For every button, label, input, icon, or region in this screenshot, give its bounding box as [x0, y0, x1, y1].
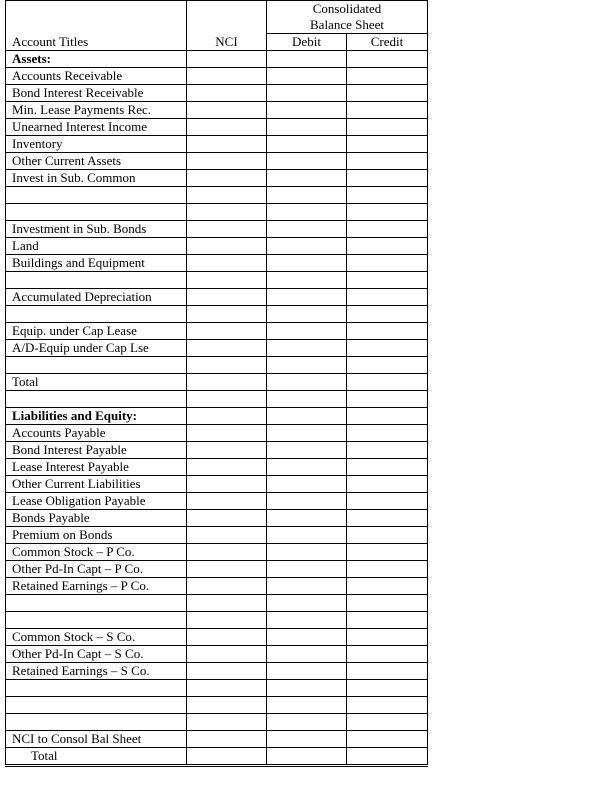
header-row-1: [6, 1, 428, 18]
nci-cell[interactable]: [187, 425, 267, 442]
table-row: [6, 578, 428, 595]
table-row: [6, 272, 428, 289]
credit-cell[interactable]: [347, 374, 428, 391]
credit-cell[interactable]: [347, 272, 428, 289]
debit-cell[interactable]: [267, 544, 347, 561]
credit-cell[interactable]: [347, 646, 428, 663]
account-title-cell: Assets:: [6, 51, 187, 68]
table-row: [6, 255, 428, 272]
debit-cell[interactable]: [267, 51, 347, 68]
nci-cell[interactable]: [187, 459, 267, 476]
account-title-cell: Unearned Interest Income: [6, 119, 187, 136]
debit-cell[interactable]: [267, 255, 347, 272]
credit-cell[interactable]: [347, 119, 428, 136]
account-title-cell: [6, 204, 187, 221]
table-row: [6, 187, 428, 204]
debit-cell[interactable]: [267, 476, 347, 493]
nci-cell[interactable]: [187, 255, 267, 272]
debit-cell[interactable]: [267, 646, 347, 663]
credit-cell[interactable]: [347, 357, 428, 374]
table-row: [6, 102, 428, 119]
nci-cell[interactable]: [187, 510, 267, 527]
account-title-cell: [6, 306, 187, 323]
account-title-cell: [6, 272, 187, 289]
nci-cell[interactable]: [187, 289, 267, 306]
account-title-cell: Other Current Liabilities: [6, 476, 187, 493]
credit-cell[interactable]: [347, 748, 428, 766]
nci-cell[interactable]: [187, 561, 267, 578]
table-row: [6, 663, 428, 680]
table-row: [6, 646, 428, 663]
debit-cell[interactable]: [267, 663, 347, 680]
debit-cell[interactable]: [267, 238, 347, 255]
table-row: [6, 323, 428, 340]
account-title-cell: Invest in Sub. Common: [6, 170, 187, 187]
credit-cell[interactable]: [347, 51, 428, 68]
credit-cell[interactable]: [347, 425, 428, 442]
header-blank-nci-2: [187, 17, 267, 34]
debit-header: Debit: [267, 34, 347, 51]
credit-cell[interactable]: [347, 595, 428, 612]
debit-cell[interactable]: [267, 136, 347, 153]
debit-cell[interactable]: [267, 153, 347, 170]
table-row: [6, 119, 428, 136]
debit-cell[interactable]: [267, 408, 347, 425]
table-row: [6, 289, 428, 306]
account-title-cell: Investment in Sub. Bonds: [6, 221, 187, 238]
account-title-cell: [6, 697, 187, 714]
balance-sheet-label: Balance Sheet: [267, 17, 428, 34]
debit-cell[interactable]: [267, 714, 347, 731]
debit-cell[interactable]: [267, 85, 347, 102]
debit-cell[interactable]: [267, 119, 347, 136]
debit-cell[interactable]: [267, 459, 347, 476]
consolidated-label: Consolidated: [267, 1, 428, 18]
nci-cell[interactable]: [187, 612, 267, 629]
table-row: [6, 306, 428, 323]
account-title-cell: Land: [6, 238, 187, 255]
debit-cell[interactable]: [267, 697, 347, 714]
credit-cell[interactable]: [347, 306, 428, 323]
nci-cell[interactable]: [187, 306, 267, 323]
debit-cell[interactable]: [267, 289, 347, 306]
account-title-cell: Other Pd-In Capt – P Co.: [6, 561, 187, 578]
nci-cell[interactable]: [187, 323, 267, 340]
debit-cell[interactable]: [267, 374, 347, 391]
account-title-cell: [6, 595, 187, 612]
account-title-cell: Premium on Bonds: [6, 527, 187, 544]
table-row: [6, 544, 428, 561]
debit-cell[interactable]: [267, 510, 347, 527]
nci-cell[interactable]: [187, 272, 267, 289]
table-row: [6, 136, 428, 153]
nci-cell[interactable]: [187, 119, 267, 136]
table-row: [6, 221, 428, 238]
nci-cell[interactable]: [187, 374, 267, 391]
account-title-cell: [6, 680, 187, 697]
table-row: [6, 442, 428, 459]
account-title-cell: Accumulated Depreciation: [6, 289, 187, 306]
credit-cell[interactable]: [347, 153, 428, 170]
table-row: [6, 357, 428, 374]
credit-cell[interactable]: [347, 629, 428, 646]
credit-cell[interactable]: [347, 544, 428, 561]
credit-cell[interactable]: [347, 680, 428, 697]
table-row: [6, 714, 428, 731]
table-row: [6, 731, 428, 748]
table-row: [6, 391, 428, 408]
account-title-cell: [6, 357, 187, 374]
nci-cell[interactable]: [187, 136, 267, 153]
credit-cell[interactable]: [347, 85, 428, 102]
credit-cell[interactable]: [347, 476, 428, 493]
account-title-cell: Lease Interest Payable: [6, 459, 187, 476]
debit-cell[interactable]: [267, 425, 347, 442]
nci-cell[interactable]: [187, 493, 267, 510]
table-row: [6, 748, 428, 766]
table-row: [6, 680, 428, 697]
credit-cell[interactable]: [347, 323, 428, 340]
account-title-cell: Lease Obligation Payable: [6, 493, 187, 510]
credit-cell[interactable]: [347, 255, 428, 272]
table-row: [6, 425, 428, 442]
nci-cell[interactable]: [187, 731, 267, 748]
account-title-cell: Accounts Receivable: [6, 68, 187, 85]
nci-cell[interactable]: [187, 204, 267, 221]
nci-cell[interactable]: [187, 68, 267, 85]
table-row: [6, 612, 428, 629]
table-row: [6, 493, 428, 510]
nci-cell[interactable]: [187, 578, 267, 595]
credit-header: Credit: [347, 34, 428, 51]
account-title-cell: [6, 187, 187, 204]
table-row: [6, 408, 428, 425]
debit-cell[interactable]: [267, 272, 347, 289]
table-row: [6, 510, 428, 527]
credit-cell[interactable]: [347, 187, 428, 204]
table-row: [6, 68, 428, 85]
table-row: [6, 51, 428, 68]
nci-cell[interactable]: [187, 697, 267, 714]
credit-cell[interactable]: [347, 459, 428, 476]
nci-cell[interactable]: [187, 595, 267, 612]
debit-cell[interactable]: [267, 527, 347, 544]
credit-cell[interactable]: [347, 204, 428, 221]
debit-cell[interactable]: [267, 680, 347, 697]
credit-cell[interactable]: [347, 340, 428, 357]
debit-cell[interactable]: [267, 170, 347, 187]
account-title-cell: Common Stock – P Co.: [6, 544, 187, 561]
debit-cell[interactable]: [267, 391, 347, 408]
credit-cell[interactable]: [347, 442, 428, 459]
debit-cell[interactable]: [267, 612, 347, 629]
table-row: [6, 561, 428, 578]
nci-cell[interactable]: [187, 51, 267, 68]
account-title-cell: [6, 612, 187, 629]
table-row: [6, 340, 428, 357]
credit-cell[interactable]: [347, 102, 428, 119]
credit-cell[interactable]: [347, 289, 428, 306]
table-row: [6, 595, 428, 612]
account-title-cell: Common Stock – S Co.: [6, 629, 187, 646]
debit-cell[interactable]: [267, 357, 347, 374]
table-row: [6, 697, 428, 714]
nci-cell[interactable]: [187, 714, 267, 731]
debit-cell[interactable]: [267, 595, 347, 612]
table-row: [6, 170, 428, 187]
credit-cell[interactable]: [347, 731, 428, 748]
account-title-cell: [6, 714, 187, 731]
credit-cell[interactable]: [347, 527, 428, 544]
credit-cell[interactable]: [347, 408, 428, 425]
table-row: [6, 238, 428, 255]
account-title-cell: Retained Earnings – S Co.: [6, 663, 187, 680]
debit-cell[interactable]: [267, 561, 347, 578]
header-blank-nci: [187, 1, 267, 18]
account-title-cell: Bond Interest Payable: [6, 442, 187, 459]
credit-cell[interactable]: [347, 612, 428, 629]
nci-cell[interactable]: [187, 476, 267, 493]
table-row: [6, 527, 428, 544]
account-title-cell: Bond Interest Receivable: [6, 85, 187, 102]
account-title-cell: Other Current Assets: [6, 153, 187, 170]
nci-cell[interactable]: [187, 187, 267, 204]
table-row: [6, 459, 428, 476]
credit-cell[interactable]: [347, 391, 428, 408]
account-title-cell: Bonds Payable: [6, 510, 187, 527]
debit-cell[interactable]: [267, 629, 347, 646]
nci-cell[interactable]: [187, 391, 267, 408]
account-title-cell: Accounts Payable: [6, 425, 187, 442]
nci-header: NCI: [187, 34, 267, 51]
header-blank-titles-2: [6, 17, 187, 34]
credit-cell[interactable]: [347, 136, 428, 153]
debit-cell[interactable]: [267, 493, 347, 510]
table-row: [6, 629, 428, 646]
nci-cell[interactable]: [187, 102, 267, 119]
header-row-2: [6, 17, 428, 34]
debit-cell[interactable]: [267, 748, 347, 766]
nci-cell[interactable]: [187, 357, 267, 374]
credit-cell[interactable]: [347, 68, 428, 85]
debit-cell[interactable]: [267, 442, 347, 459]
debit-cell[interactable]: [267, 221, 347, 238]
nci-cell[interactable]: [187, 646, 267, 663]
nci-cell[interactable]: [187, 442, 267, 459]
debit-cell[interactable]: [267, 340, 347, 357]
debit-cell[interactable]: [267, 68, 347, 85]
header-row-3: [6, 34, 428, 51]
account-titles-header: Account Titles: [6, 34, 187, 51]
nci-cell[interactable]: [187, 221, 267, 238]
debit-cell[interactable]: [267, 306, 347, 323]
nci-cell[interactable]: [187, 544, 267, 561]
nci-cell[interactable]: [187, 748, 267, 766]
debit-cell[interactable]: [267, 323, 347, 340]
nci-cell[interactable]: [187, 170, 267, 187]
account-title-cell: Liabilities and Equity:: [6, 408, 187, 425]
nci-cell[interactable]: [187, 663, 267, 680]
table-row: [6, 476, 428, 493]
table-row: [6, 153, 428, 170]
account-title-cell: Total: [6, 374, 187, 391]
header-blank-titles: [6, 1, 187, 18]
credit-cell[interactable]: [347, 221, 428, 238]
account-title-cell: Retained Earnings – P Co.: [6, 578, 187, 595]
nci-cell[interactable]: [187, 238, 267, 255]
table-row: [6, 374, 428, 391]
credit-cell[interactable]: [347, 578, 428, 595]
nci-cell[interactable]: [187, 85, 267, 102]
account-title-cell: Min. Lease Payments Rec.: [6, 102, 187, 119]
debit-cell[interactable]: [267, 187, 347, 204]
nci-cell[interactable]: [187, 680, 267, 697]
account-title-cell: Inventory: [6, 136, 187, 153]
credit-cell[interactable]: [347, 493, 428, 510]
worksheet-table: [5, 0, 428, 767]
credit-cell[interactable]: [347, 170, 428, 187]
credit-cell[interactable]: [347, 510, 428, 527]
consolidated-worksheet: [5, 0, 427, 767]
credit-cell[interactable]: [347, 663, 428, 680]
credit-cell[interactable]: [347, 714, 428, 731]
account-title-cell: Equip. under Cap Lease: [6, 323, 187, 340]
account-title-cell: Total: [6, 748, 187, 766]
table-row: [6, 85, 428, 102]
account-title-cell: A/D-Equip under Cap Lse: [6, 340, 187, 357]
debit-cell[interactable]: [267, 204, 347, 221]
nci-cell[interactable]: [187, 340, 267, 357]
table-row: [6, 204, 428, 221]
nci-cell[interactable]: [187, 153, 267, 170]
account-title-cell: Other Pd-In Capt – S Co.: [6, 646, 187, 663]
account-title-cell: [6, 391, 187, 408]
credit-cell[interactable]: [347, 238, 428, 255]
account-title-cell: NCI to Consol Bal Sheet: [6, 731, 187, 748]
credit-cell[interactable]: [347, 697, 428, 714]
account-title-cell: Buildings and Equipment: [6, 255, 187, 272]
nci-cell[interactable]: [187, 629, 267, 646]
debit-cell[interactable]: [267, 731, 347, 748]
nci-cell[interactable]: [187, 408, 267, 425]
credit-cell[interactable]: [347, 561, 428, 578]
debit-cell[interactable]: [267, 578, 347, 595]
nci-cell[interactable]: [187, 527, 267, 544]
debit-cell[interactable]: [267, 102, 347, 119]
